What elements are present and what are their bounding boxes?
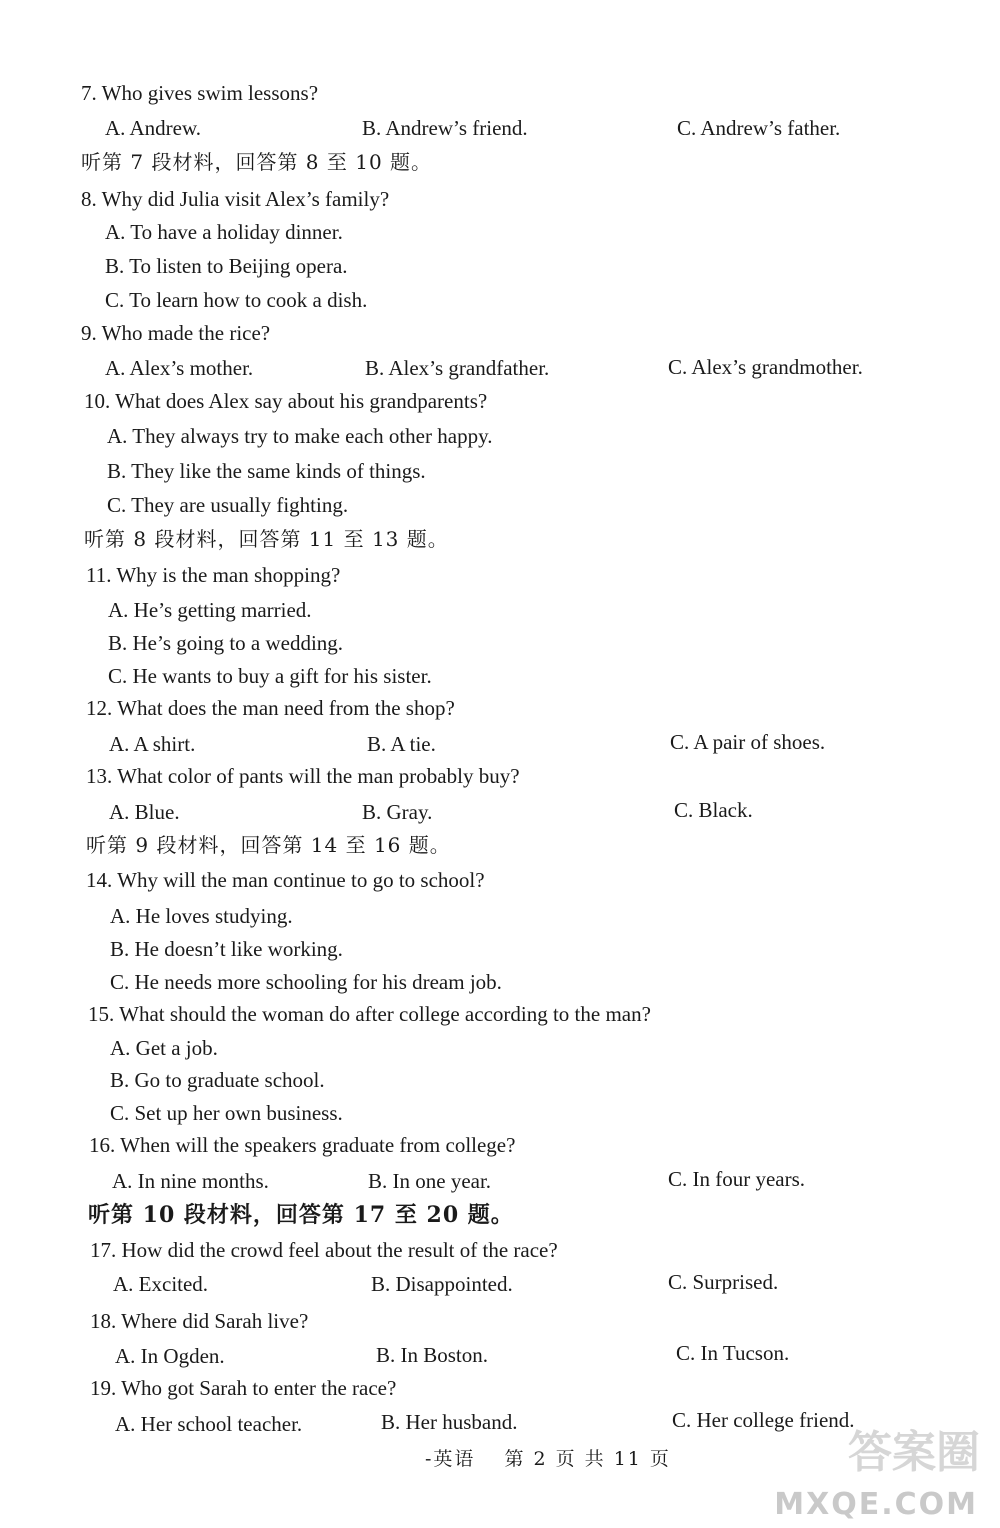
option-18b: B. In Boston.	[376, 1343, 489, 1367]
option-19a: A. Her school teacher.	[115, 1412, 303, 1436]
option-16b: B. In one year.	[368, 1169, 492, 1193]
watermark-logo: 答案圈	[848, 1427, 980, 1478]
option-19b: B. Her husband.	[381, 1410, 518, 1434]
option-8a: A. To have a holiday dinner.	[105, 220, 343, 244]
option-16a: A. In nine months.	[112, 1169, 269, 1193]
section-heading-10: 听第 10 段材料，回答第 17 至 20 题。	[88, 1202, 514, 1228]
option-12a: A. A shirt.	[109, 732, 196, 756]
option-7c: C. Andrew’s father.	[677, 116, 841, 140]
option-15a: A. Get a job.	[110, 1036, 218, 1060]
question-15: 15. What should the woman do after college according to the man?	[88, 1002, 651, 1026]
page-footer: -英语 第 2 页 共 11 页	[425, 1448, 671, 1470]
question-7: 7. Who gives swim lessons?	[81, 81, 319, 105]
option-9a: A. Alex’s mother.	[105, 356, 254, 380]
question-18: 18. Where did Sarah live?	[90, 1309, 309, 1333]
option-10c: C. They are usually fighting.	[107, 493, 349, 517]
option-14b: B. He doesn’t like working.	[110, 937, 343, 961]
option-8b: B. To listen to Beijing opera.	[105, 254, 348, 278]
question-13: 13. What color of pants will the man probably buy?	[86, 764, 520, 788]
option-15b: B. Go to graduate school.	[110, 1068, 325, 1092]
option-18c: C. In Tucson.	[676, 1341, 790, 1365]
section-heading-7: 听第 7 段材料，回答第 8 至 10 题。	[81, 150, 433, 174]
option-14c: C. He needs more schooling for his dream job.	[110, 970, 502, 994]
option-18a: A. In Ogden.	[115, 1344, 225, 1368]
option-12c: C. A pair of shoes.	[670, 730, 826, 754]
question-17: 17. How did the crowd feel about the result of the race?	[90, 1238, 558, 1262]
question-9: 9. Who made the rice?	[81, 321, 271, 345]
question-16: 16. When will the speakers graduate from college?	[89, 1133, 516, 1157]
option-9c: C. Alex’s grandmother.	[668, 355, 863, 379]
option-7a: A. Andrew.	[105, 116, 202, 140]
question-14: 14. Why will the man continue to go to school?	[86, 868, 485, 892]
option-10b: B. They like the same kinds of things.	[107, 459, 426, 483]
option-10a: A. They always try to make each other happy.	[107, 424, 493, 448]
option-7b: B. Andrew’s friend.	[362, 116, 528, 140]
option-11c: C. He wants to buy a gift for his sister.	[108, 664, 432, 688]
question-8: 8. Why did Julia visit Alex’s family?	[81, 187, 390, 211]
option-14a: A. He loves studying.	[110, 904, 293, 928]
option-17c: C. Surprised.	[668, 1270, 779, 1294]
section-heading-8: 听第 8 段材料，回答第 11 至 13 题。	[84, 527, 449, 551]
option-8c: C. To learn how to cook a dish.	[105, 288, 368, 312]
question-10: 10. What does Alex say about his grandparents?	[84, 389, 488, 413]
question-12: 12. What does the man need from the shop?	[86, 696, 455, 720]
option-15c: C. Set up her own business.	[110, 1101, 343, 1125]
option-13a: A. Blue.	[109, 800, 180, 824]
option-13c: C. Black.	[674, 798, 753, 822]
option-12b: B. A tie.	[367, 732, 436, 756]
option-17a: A. Excited.	[113, 1272, 209, 1296]
option-13b: B. Gray.	[362, 800, 433, 824]
option-19c: C. Her college friend.	[672, 1408, 855, 1432]
option-11b: B. He’s going to a wedding.	[108, 631, 344, 655]
question-11: 11. Why is the man shopping?	[86, 563, 341, 587]
question-19: 19. Who got Sarah to enter the race?	[90, 1376, 397, 1400]
option-17b: B. Disappointed.	[371, 1272, 513, 1296]
watermark-url: MXQE.COM	[774, 1487, 978, 1522]
section-heading-9: 听第 9 段材料，回答第 14 至 16 题。	[86, 833, 451, 857]
option-9b: B. Alex’s grandfather.	[365, 356, 550, 380]
option-16c: C. In four years.	[668, 1167, 806, 1191]
option-11a: A. He’s getting married.	[108, 598, 312, 622]
